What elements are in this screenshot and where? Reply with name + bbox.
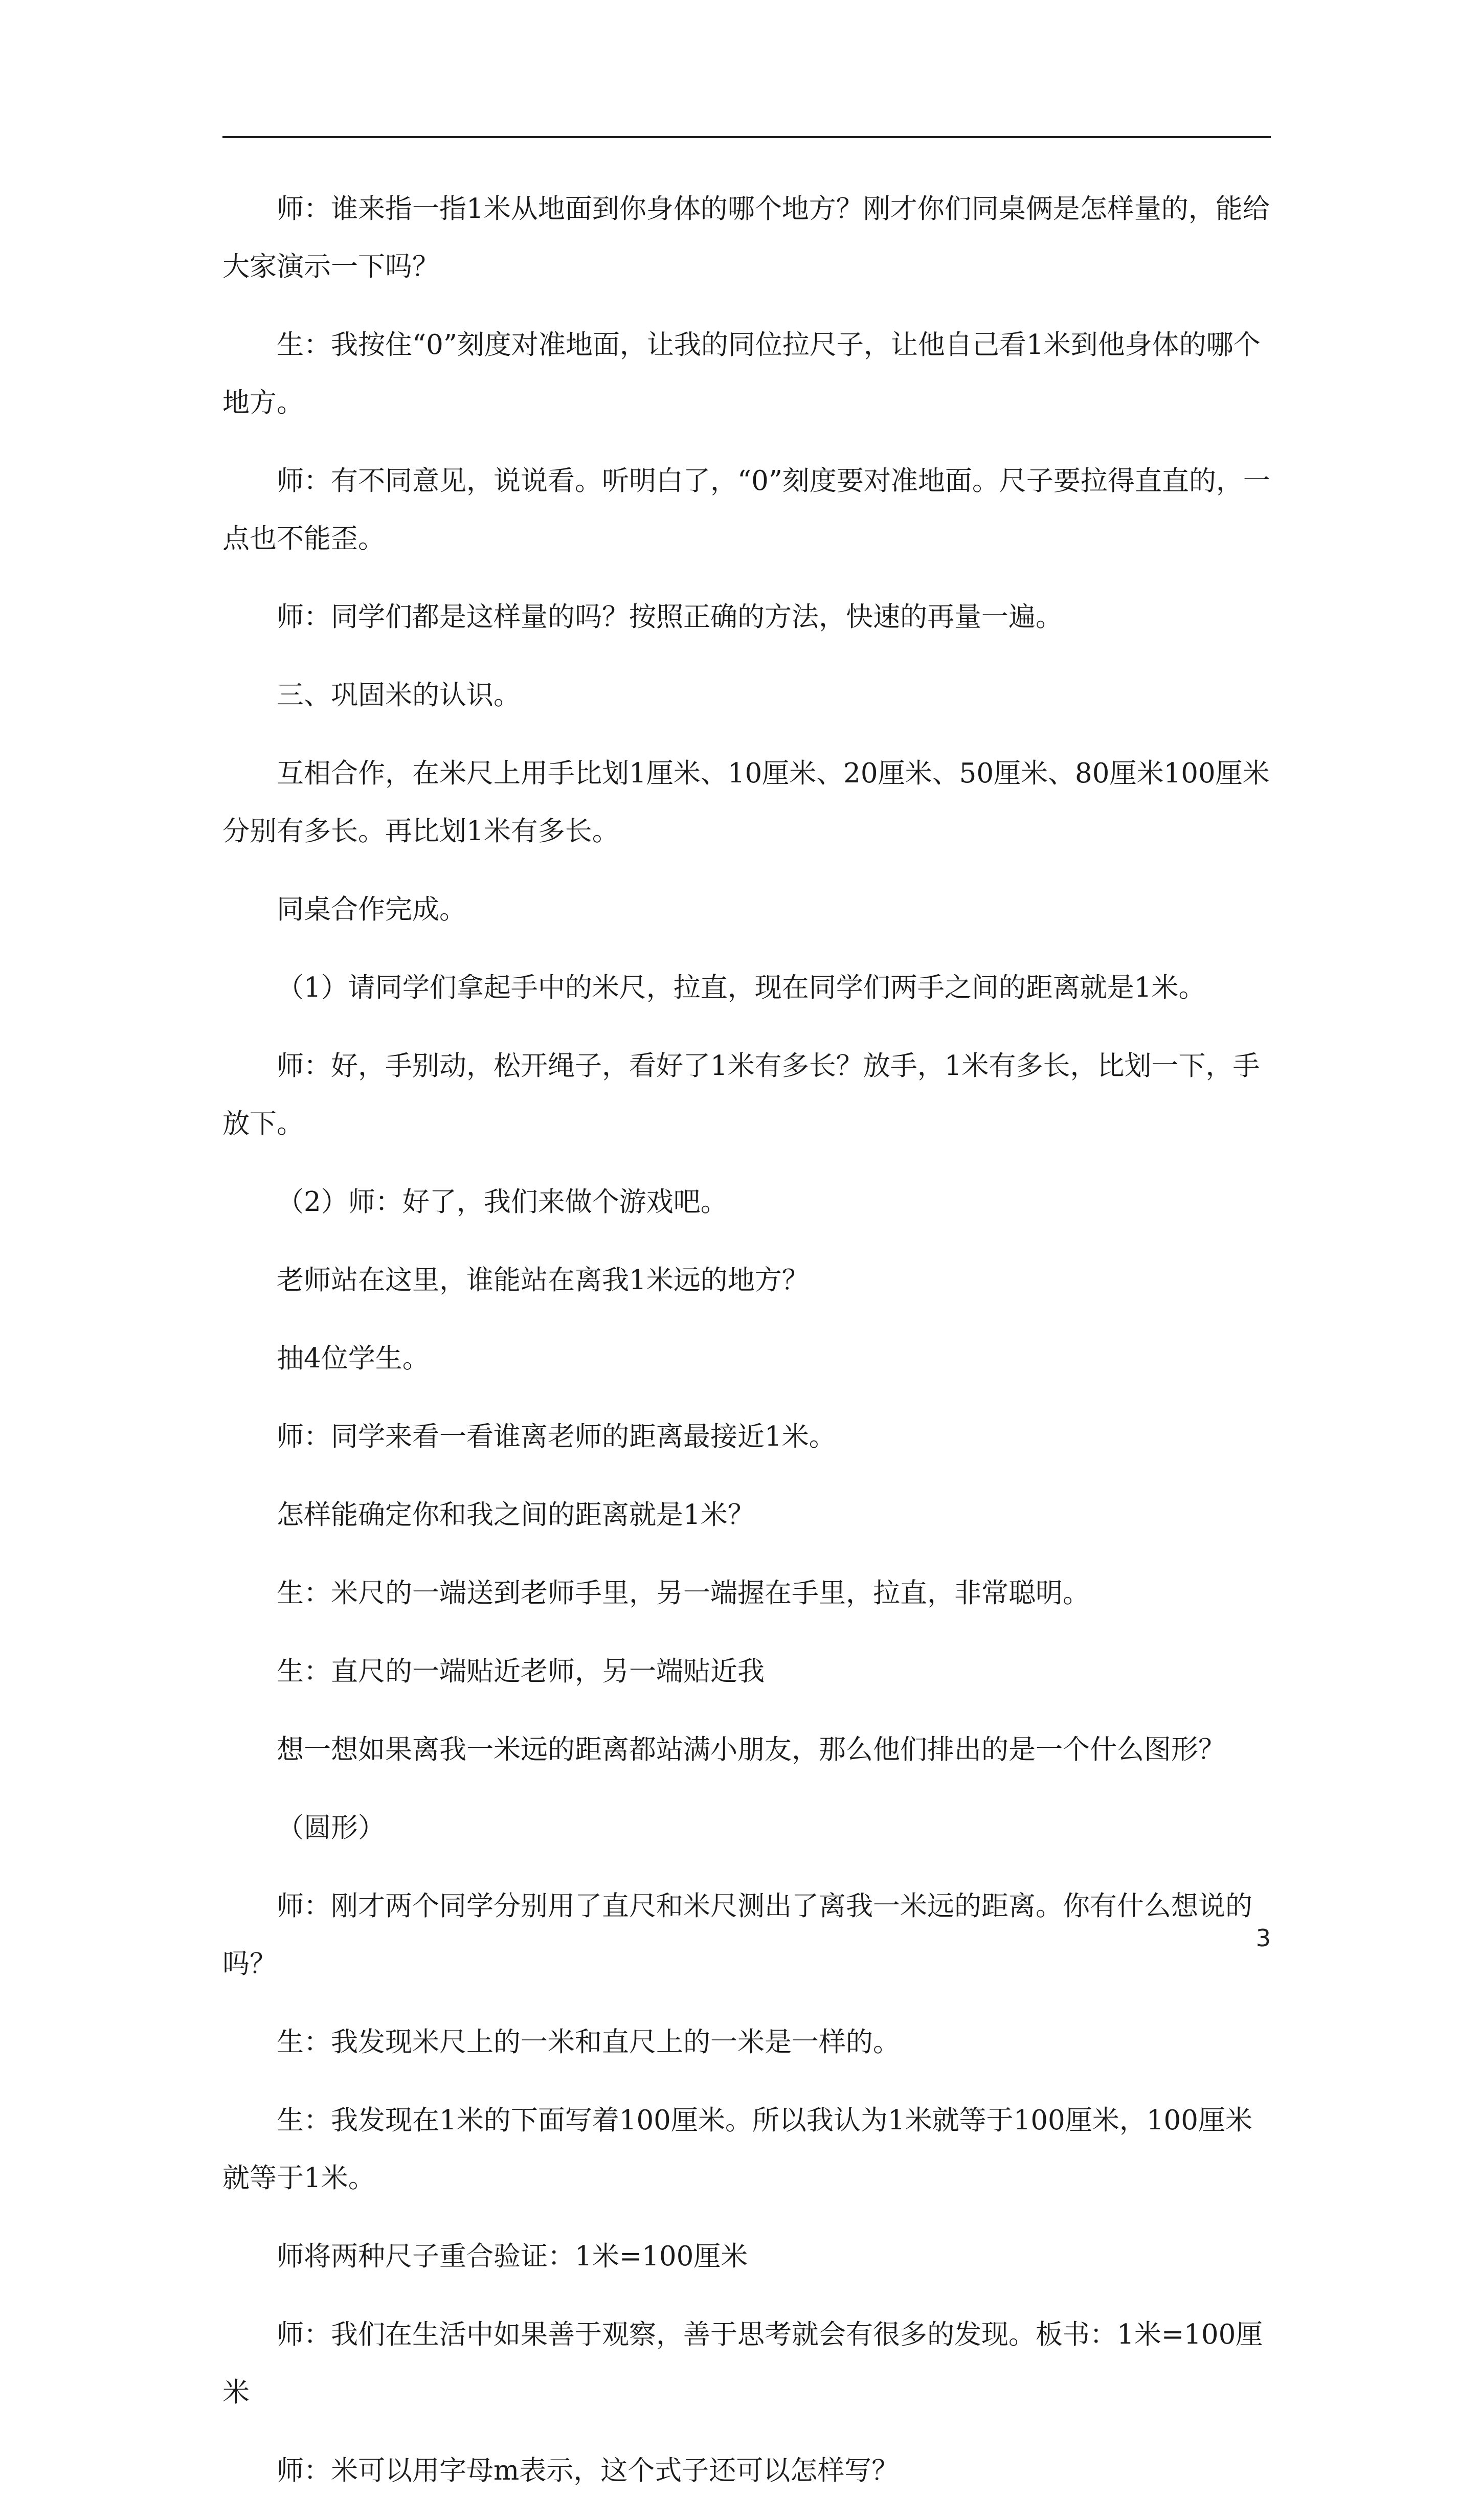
paragraph: 生：我按住“0”刻度对准地面，让我的同位拉尺子，让他自己看1米到他身体的哪个地方。 [222, 329, 1261, 418]
paragraph: 师：同学来看一看谁离老师的距离最接近1米。 [277, 1421, 836, 1452]
paragraph: 想一想如果离我一米远的距离都站满小朋友，那么他们排出的是一个什么图形？ [277, 1734, 1225, 1765]
paragraph: 生：直尺的一端贴近老师，另一端贴近我 [277, 1656, 765, 1687]
paragraph: 师：好，手别动，松开绳子，看好了1米有多长？放手，1米有多长，比划一下，手放下。 [222, 1050, 1260, 1139]
paragraph: 怎样能确定你和我之间的距离就是1米？ [277, 1499, 755, 1531]
paragraph: 生：我发现在1米的下面写着100厘米。所以我认为1米就等于100厘米，100厘米就等于1米。 [222, 2105, 1252, 2194]
paragraph: 生：米尺的一端送到老师手里，另一端握在手里，拉直，非常聪明。 [277, 1578, 1090, 1609]
paragraph: 师：米可以用字母m表示，这个式子还可以怎样写？ [277, 2455, 899, 2486]
section-heading: 三、巩固米的认识。 [277, 680, 521, 711]
paragraph: 生：我发现米尺上的一米和直尺上的一米是一样的。 [277, 2027, 900, 2058]
paragraph: （1）请同学们拿起手中的米尺，拉直，现在同学们两手之间的距离就是1米。 [277, 972, 1206, 1003]
paragraph: 师：我们在生活中如果善于观察，善于思考就会有很多的发现。板书：1米=100厘米 [222, 2319, 1263, 2408]
header-rule [222, 136, 1271, 138]
paragraph: 抽4位学生。 [277, 1343, 430, 1374]
page-number: 3 [1255, 1924, 1271, 1952]
document-body [222, 180, 1271, 2520]
paragraph: 老师站在这里，谁能站在离我1米远的地方？ [277, 1265, 809, 1296]
paragraph: （2）师：好了，我们来做个游戏吧。 [277, 1186, 728, 1218]
paragraph: （圆形） [277, 1812, 385, 1843]
paragraph: 师：谁来指一指1米从地面到你身体的哪个地方？刚才你们同桌俩是怎样量的，能给大家演示一下吗？ [222, 193, 1270, 282]
paragraph: 同桌合作完成。 [277, 894, 466, 925]
paragraph: 师：刚才两个同学分别用了直尺和米尺测出了离我一米远的距离。你有什么想说的吗？ [222, 1891, 1252, 1979]
paragraph: 师将两种尺子重合验证：1米=100厘米 [277, 2241, 748, 2272]
paragraph: 互相合作，在米尺上用手比划1厘米、10厘米、20厘米、50厘米、80厘米100厘米分别有多长。再比划1米有多长。 [222, 758, 1270, 847]
paragraph: 师：有不同意见，说说看。听明白了，“0”刻度要对准地面。尺子要拉得直直的，一点也不能歪。 [222, 465, 1270, 554]
paragraph: 师：同学们都是这样量的吗？按照正确的方法，快速的再量一遍。 [277, 601, 1063, 633]
